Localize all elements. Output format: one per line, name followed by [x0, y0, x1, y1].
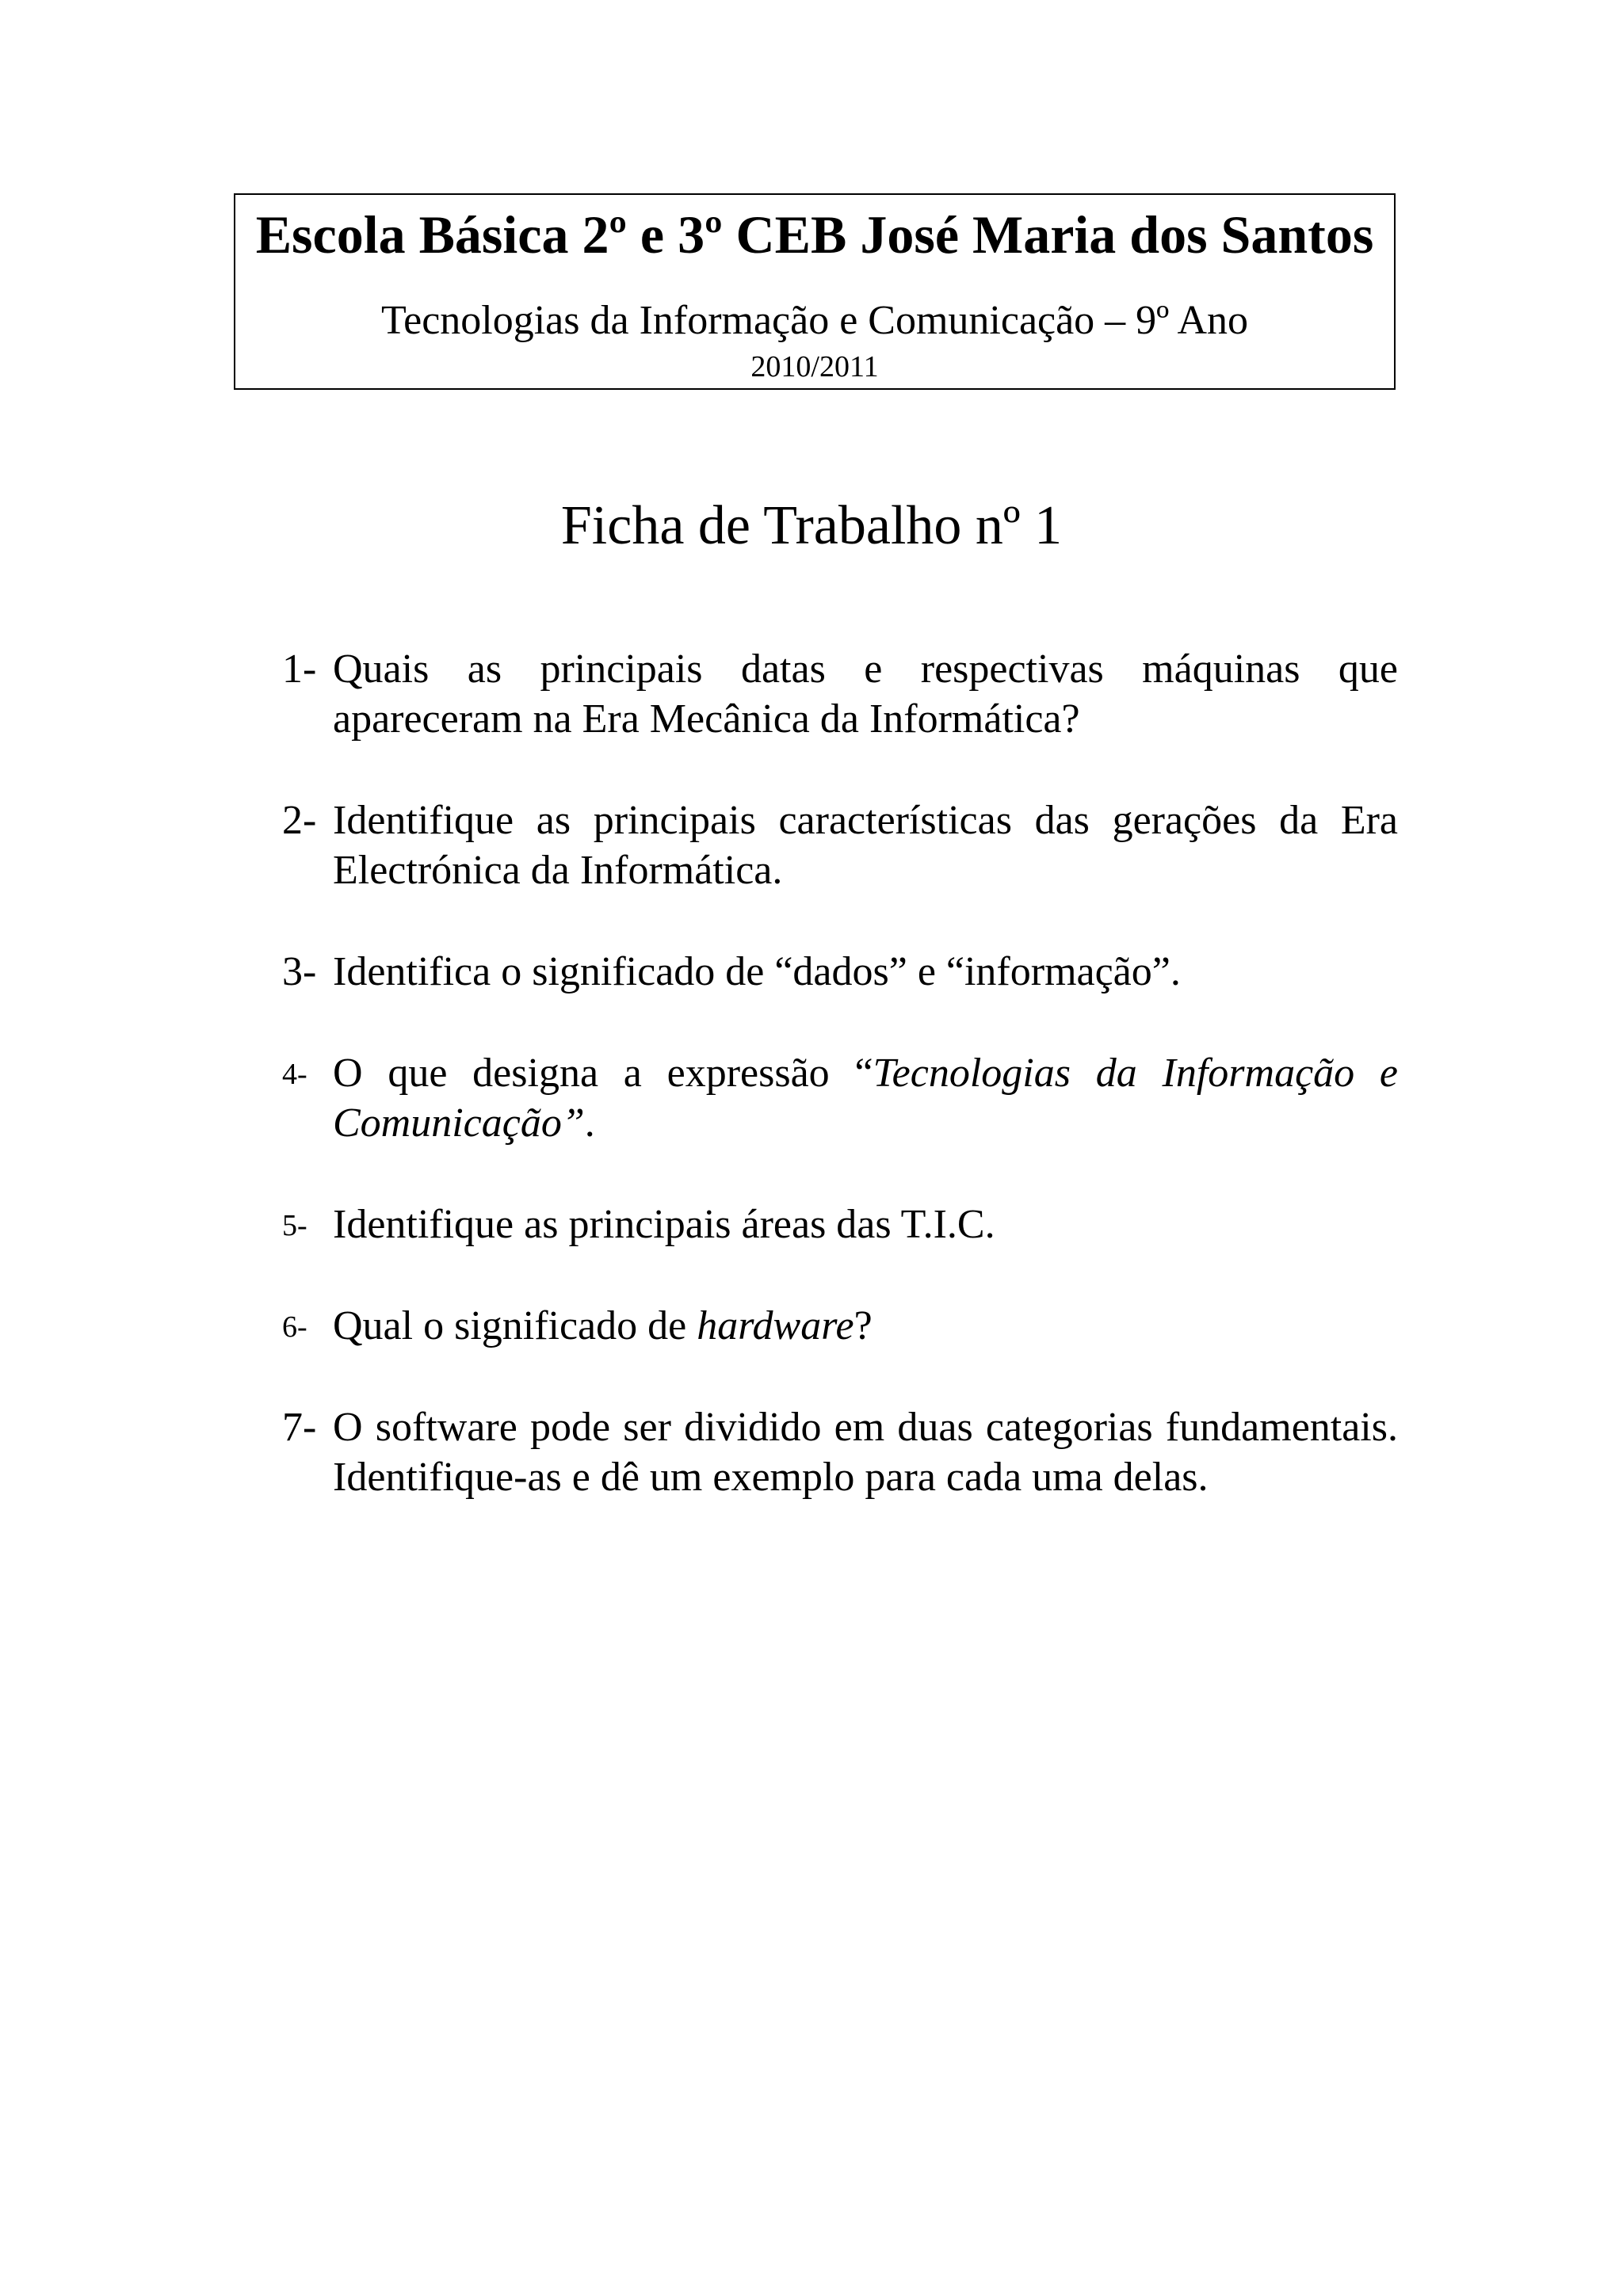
question-text: Identifica o significado de “dados” e “informação”.	[333, 949, 1181, 994]
question-text	[333, 1303, 873, 1348]
school-year: 2010/2011	[750, 350, 879, 383]
question-text-plain: Qual o significado de	[333, 1303, 697, 1348]
question-6	[282, 1301, 1398, 1351]
question-text: O software pode ser dividido em duas categorias fundamentais. Identifique-as e dê um exemplo para cada uma delas.	[333, 1405, 1398, 1500]
question-number: 5-	[282, 1209, 307, 1242]
question-number: 4-	[282, 1058, 307, 1091]
question-text: Identifique as principais características das gerações da Era Electrónica da Informática.	[333, 798, 1398, 893]
question-text: Quais as principais datas e respectivas máquinas que apareceram na Era Mecânica da Informática?	[333, 646, 1398, 742]
subject-line: Tecnologias da Informação e Comunicação – 9º Ano	[380, 298, 1248, 343]
question-number: 6-	[282, 1310, 307, 1344]
question-text-italic: Tecnologias da Informação e Comunicação”	[333, 1051, 1398, 1146]
header-box	[234, 193, 1396, 390]
question-4	[282, 1048, 1398, 1148]
question-2	[282, 795, 1398, 895]
school-name: Escola Básica 2º e 3º CEB José Maria dos Santos	[255, 204, 1374, 265]
question-text-plain: .	[584, 1100, 595, 1146]
question-3	[282, 947, 1398, 997]
question-number: 1-	[282, 646, 317, 692]
question-text-italic: hardware	[697, 1303, 854, 1348]
question-text-plain: O que designa a expressão “	[333, 1051, 873, 1096]
question-number: 2-	[282, 798, 317, 843]
question-text-plain: ?	[854, 1303, 873, 1348]
question-number: 3-	[282, 949, 317, 994]
question-5	[282, 1199, 1398, 1249]
question-1	[282, 644, 1398, 744]
question-7	[282, 1402, 1398, 1502]
question-text: Identifique as principais áreas das T.I.C.	[333, 1202, 995, 1247]
question-list	[282, 644, 1398, 1554]
question-number: 7-	[282, 1405, 317, 1450]
worksheet-title: Ficha de Trabalho nº 1	[560, 495, 1063, 556]
question-text	[333, 1051, 1398, 1146]
